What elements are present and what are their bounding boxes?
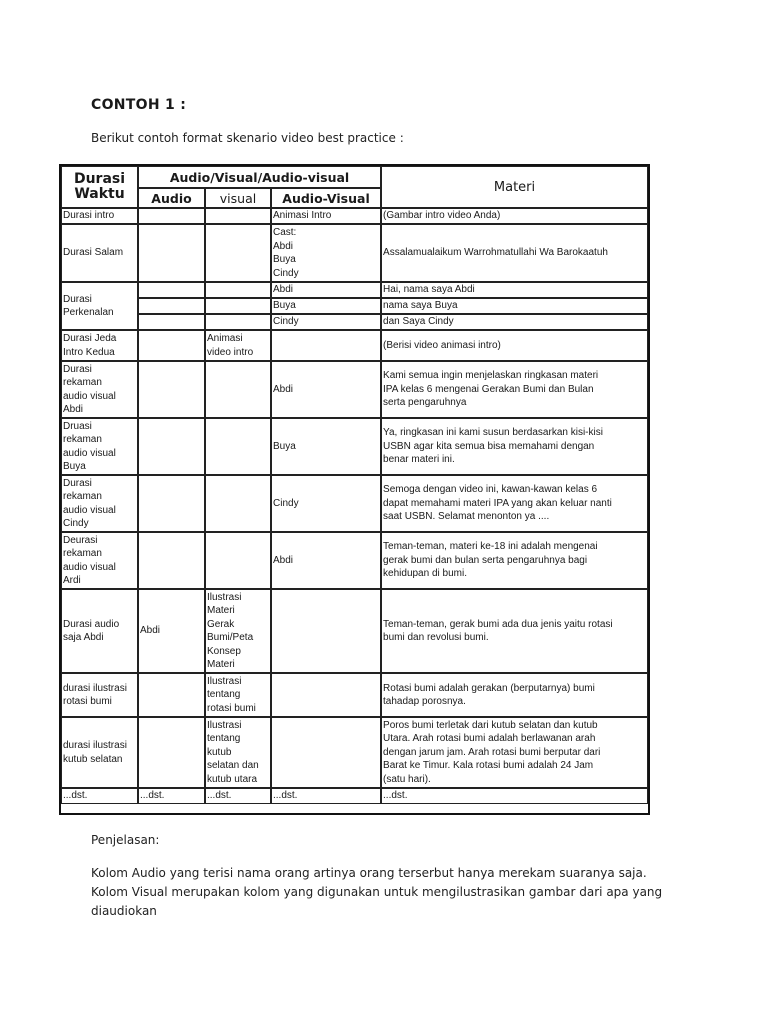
- cell-visual: [205, 208, 271, 224]
- cell-materi: Kami semua ingin menjelaskan ringkasan materi IPA kelas 6 mengenai Gerakan Bumi dan Bulan serta pengaruhnya: [381, 361, 648, 418]
- cell-durasi: Durasi Jeda Intro Kedua: [61, 330, 138, 361]
- cell-audio: [138, 224, 205, 282]
- cell-audio-visual: [271, 330, 381, 361]
- header-materi: Materi: [381, 166, 648, 208]
- table-row: [61, 673, 648, 717]
- cell-durasi: Druasi rekaman audio visual Buya: [61, 418, 138, 475]
- cell-materi: dan Saya Cindy: [381, 314, 648, 330]
- scenario-table-frame: [59, 164, 650, 815]
- cell-audio: [138, 314, 205, 330]
- explanation-heading: Penjelasan:: [91, 833, 160, 847]
- header-durasi-waktu: Durasi Waktu: [61, 166, 138, 208]
- cell-audio: [138, 673, 205, 717]
- explanation-audio-line: Kolom Audio yang terisi nama orang artinya orang terserbut hanya merekam suaranya saja.: [91, 866, 647, 880]
- cell-durasi: Durasi audio saja Abdi: [61, 589, 138, 673]
- cell-materi: (Berisi video animasi intro): [381, 330, 648, 361]
- cell-visual: Ilustrasi tentang rotasi bumi: [205, 673, 271, 717]
- cell-materi: Poros bumi terletak dari kutub selatan dan kutub Utara. Arah rotasi bumi adalah berlawanan arah dengan jarum jam. Arah rotasi bumi berputar dari Barat ke Timur. Kala rotasi bumi adalah 24 Jam (satu hari).: [381, 717, 648, 788]
- table-row: [61, 361, 648, 418]
- cell-audio: [138, 717, 205, 788]
- cell-materi: Teman-teman, gerak bumi ada dua jenis yaitu rotasi bumi dan revolusi bumi.: [381, 589, 648, 673]
- cell-audio-visual: [271, 717, 381, 788]
- cell-audio-visual: Buya: [271, 298, 381, 314]
- intro-text: Berikut contoh format skenario video best practice :: [91, 131, 404, 145]
- cell-audio-visual: Cast: Abdi Buya Cindy: [271, 224, 381, 282]
- cell-visual: [205, 418, 271, 475]
- cell-visual: Ilustrasi tentang kutub selatan dan kutub utara: [205, 717, 271, 788]
- table-row: [61, 208, 648, 224]
- cell-durasi: durasi ilustrasi rotasi bumi: [61, 673, 138, 717]
- cell-audio-visual: Abdi: [271, 361, 381, 418]
- header-audio-visual-group: Audio/Visual/Audio-visual: [138, 166, 381, 188]
- cell-materi: Rotasi bumi adalah gerakan (berputarnya) bumi tahadap porosnya.: [381, 673, 648, 717]
- cell-durasi: Durasi intro: [61, 208, 138, 224]
- cell-audio-visual: Animasi Intro: [271, 208, 381, 224]
- cell-audio-visual: Buya: [271, 418, 381, 475]
- cell-materi: Semoga dengan video ini, kawan-kawan kelas 6 dapat memahami materi IPA yang akan keluar nanti saat USBN. Selamat menonton ya ....: [381, 475, 648, 532]
- page-heading: CONTOH 1 :: [91, 97, 187, 113]
- explanation-visual-line: Kolom Visual merupakan kolom yang digunakan untuk mengilustrasikan gambar dari apa yang diaudiokan: [91, 885, 663, 918]
- cell-durasi: Deurasi rekaman audio visual Ardi: [61, 532, 138, 589]
- table-row: [61, 224, 648, 282]
- cell-audio: ...dst.: [138, 788, 205, 804]
- header-visual: visual: [205, 188, 271, 208]
- cell-visual: [205, 224, 271, 282]
- cell-audio: [138, 208, 205, 224]
- cell-durasi: Durasi Salam: [61, 224, 138, 282]
- cell-visual: Ilustrasi Materi Gerak Bumi/Peta Konsep Materi: [205, 589, 271, 673]
- cell-audio: [138, 475, 205, 532]
- cell-audio-visual: Cindy: [271, 475, 381, 532]
- cell-materi: Hai, nama saya Abdi: [381, 282, 648, 298]
- cell-visual: [205, 361, 271, 418]
- table-row: [61, 532, 648, 589]
- cell-materi: (Gambar intro video Anda): [381, 208, 648, 224]
- cell-durasi: Durasi rekaman audio visual Abdi: [61, 361, 138, 418]
- header-audio-visual: Audio-Visual: [271, 188, 381, 208]
- table-row: [61, 298, 648, 314]
- table-row: [61, 589, 648, 673]
- table-row: [61, 282, 648, 298]
- explanation-section: [91, 831, 681, 921]
- cell-audio: [138, 298, 205, 314]
- cell-audio: [138, 330, 205, 361]
- cell-durasi: durasi ilustrasi kutub selatan: [61, 717, 138, 788]
- cell-audio: [138, 418, 205, 475]
- cell-durasi: Durasi Perkenalan: [61, 282, 138, 330]
- table-row: [61, 475, 648, 532]
- cell-visual: [205, 532, 271, 589]
- cell-audio: [138, 361, 205, 418]
- cell-materi: nama saya Buya: [381, 298, 648, 314]
- table-row: [61, 788, 648, 804]
- cell-materi: Teman-teman, materi ke-18 ini adalah mengenai gerak bumi dan bulan serta pengaruhnya bagi kehidupan di bumi.: [381, 532, 648, 589]
- header-audio: Audio: [138, 188, 205, 208]
- cell-materi: Ya, ringkasan ini kami susun berdasarkan kisi-kisi USBN agar kita semua bisa memahami dengan benar materi ini.: [381, 418, 648, 475]
- cell-durasi: ...dst.: [61, 788, 138, 804]
- scenario-table: [61, 166, 648, 804]
- cell-audio-visual: [271, 673, 381, 717]
- table-row: [61, 418, 648, 475]
- table-row: [61, 314, 648, 330]
- cell-visual: Animasi video intro: [205, 330, 271, 361]
- cell-audio: Abdi: [138, 589, 205, 673]
- cell-visual: [205, 282, 271, 298]
- cell-visual: [205, 475, 271, 532]
- cell-visual: [205, 298, 271, 314]
- cell-visual: [205, 314, 271, 330]
- cell-audio-visual: Cindy: [271, 314, 381, 330]
- cell-audio-visual: [271, 589, 381, 673]
- cell-materi: ...dst.: [381, 788, 648, 804]
- cell-audio-visual: ...dst.: [271, 788, 381, 804]
- table-row: [61, 330, 648, 361]
- cell-audio-visual: Abdi: [271, 282, 381, 298]
- cell-audio-visual: Abdi: [271, 532, 381, 589]
- cell-durasi: Durasi rekaman audio visual Cindy: [61, 475, 138, 532]
- cell-audio: [138, 282, 205, 298]
- cell-audio: [138, 532, 205, 589]
- cell-visual: ...dst.: [205, 788, 271, 804]
- cell-materi: Assalamualaikum Warrohmatullahi Wa Barokaatuh: [381, 224, 648, 282]
- table-row: [61, 717, 648, 788]
